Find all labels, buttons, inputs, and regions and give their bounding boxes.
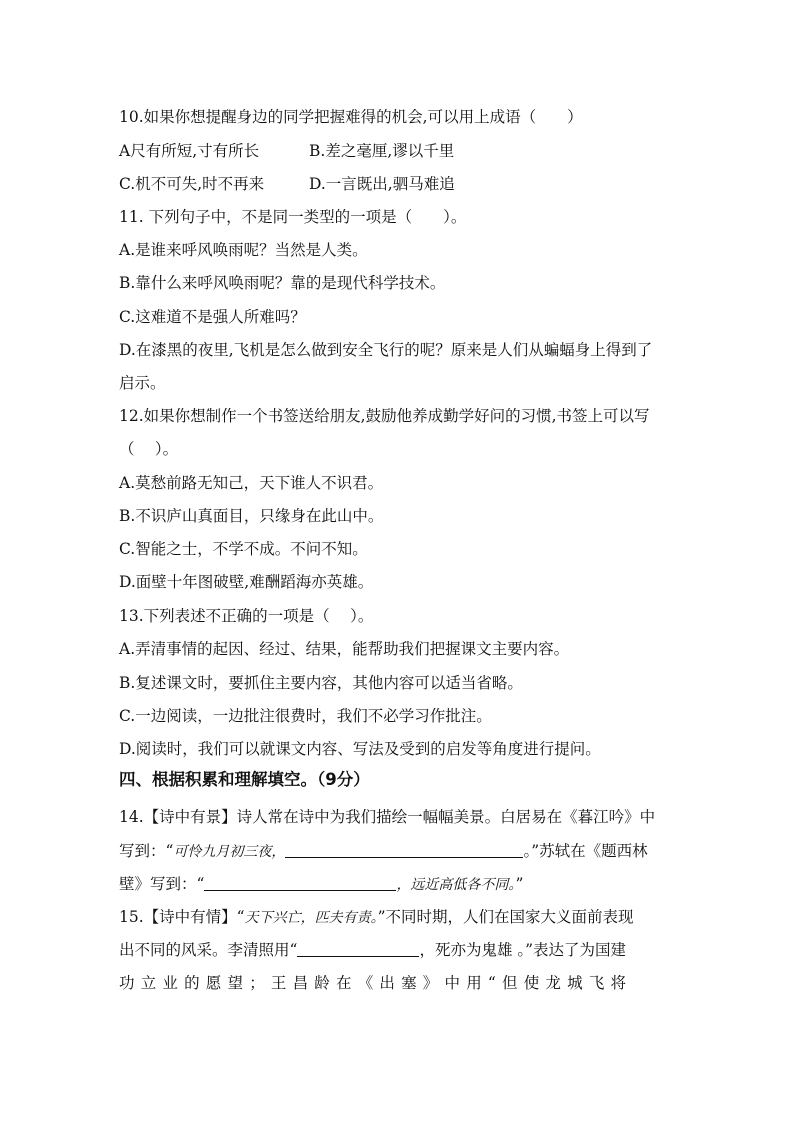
q10-options-cd [119, 173, 679, 195]
q14-answer-blank-1[interactable] [285, 841, 523, 858]
q12-option-d: D.面壁十年图破壁,难酬蹈海亦英雄。 [119, 573, 374, 591]
q15-line1 [119, 906, 679, 929]
q15-line1-prefix: 15.【诗中有情】“ [119, 908, 245, 926]
q10-option-b: B.差之毫厘,谬以千里 [309, 142, 455, 160]
q15-line2-suffix: ，死亦为鬼雄 。”表达了为国建 [419, 941, 627, 959]
q14-line2-suffix: 。”苏轼在《题西林 [523, 842, 648, 860]
q13-option-c: C.一边阅读，一边批注很费时，我们不必学习作批注。 [119, 707, 492, 725]
q14-quote-2: ，远近高低各不同。 [396, 877, 516, 893]
q13-option-d: D.阅读时，我们可以就课文内容、写法及受到的启发等角度进行提问。 [119, 740, 601, 758]
q10-option-a: A尺有所短,寸有所长 [119, 142, 260, 160]
q11-option-a: A.是谁来呼风唤雨呢？当然是人类。 [119, 241, 368, 259]
q14-line2-prefix: 写到：“ [119, 842, 174, 860]
q15-answer-blank[interactable] [297, 940, 419, 957]
q15-line3: 功立业的愿望；王昌龄在《出塞》中用“但使龙城飞将 [119, 974, 633, 992]
q10-option-c: C.机不可失,时不再来 [119, 175, 265, 193]
q13-stem: 13.下列表述不正确的一项是（ ）。 [119, 607, 374, 625]
q14-line3-suffix: ” [515, 875, 524, 893]
q11-option-d-line1: D.在漆黑的夜里,飞机是怎么做到安全飞行的呢？原来是人们从蝙蝠身上得到了 [119, 341, 653, 359]
q12-option-c: C.智能之士，不学不成。不问不知。 [119, 540, 368, 558]
q15-line1-suffix: ”不同时期，人们在国家大义面前表现 [377, 908, 634, 926]
q12-option-a: A.莫愁前路无知己，天下谁人不识君。 [119, 474, 384, 492]
q12-stem-line1: 12.如果你想制作一个书签送给朋友,鼓励他养成勤学好问的习惯,书签上可以写 [119, 407, 650, 425]
q14-answer-blank-2[interactable] [204, 874, 396, 891]
q14-line1: 14.【诗中有景】诗人常在诗中为我们描绘一幅幅美景。白居易在《暮江吟》中 [119, 808, 656, 826]
q14-line3-prefix: 壁》写到：“ [119, 875, 205, 893]
q10-stem: 10.如果你想提醒身边的同学把握难得的机会,可以用上成语（ ） [119, 108, 583, 126]
q11-stem: 11. 下列句子中，不是同一类型的一项是（ ）。 [119, 208, 467, 226]
q15-line2 [119, 939, 679, 961]
q14-line3 [119, 873, 679, 896]
q11-option-c: C.这难道不是强人所难吗？ [119, 308, 306, 326]
q13-option-a: A.弄清事情的起因、经过、结果，能帮助我们把握课文主要内容。 [119, 640, 570, 658]
q13-option-b: B.复述课文时，要抓住主要内容，其他内容可以适当省略。 [119, 674, 523, 692]
q15-line2-prefix: 出不同的风采。李清照用“ [119, 941, 298, 959]
q10-option-d: D.一言既出,驷马难追 [309, 175, 455, 193]
q12-option-b: B.不识庐山真面目，只缘身在此山中。 [119, 507, 384, 525]
q14-quote-1: 可怜九月初三夜， [173, 844, 286, 860]
q11-option-b: B.靠什么来呼风唤雨呢？靠的是现代科学技术。 [119, 274, 446, 292]
section-four-heading: 四、根据积累和理解填空。（9分） [119, 770, 370, 789]
q15-quote: 天下兴亡，匹夫有责。 [244, 910, 378, 926]
q11-option-d-line2: 启示。 [119, 374, 166, 392]
q12-stem-line2: （ ）。 [119, 440, 179, 458]
q14-line2 [119, 840, 679, 863]
q10-options-ab [119, 140, 679, 162]
